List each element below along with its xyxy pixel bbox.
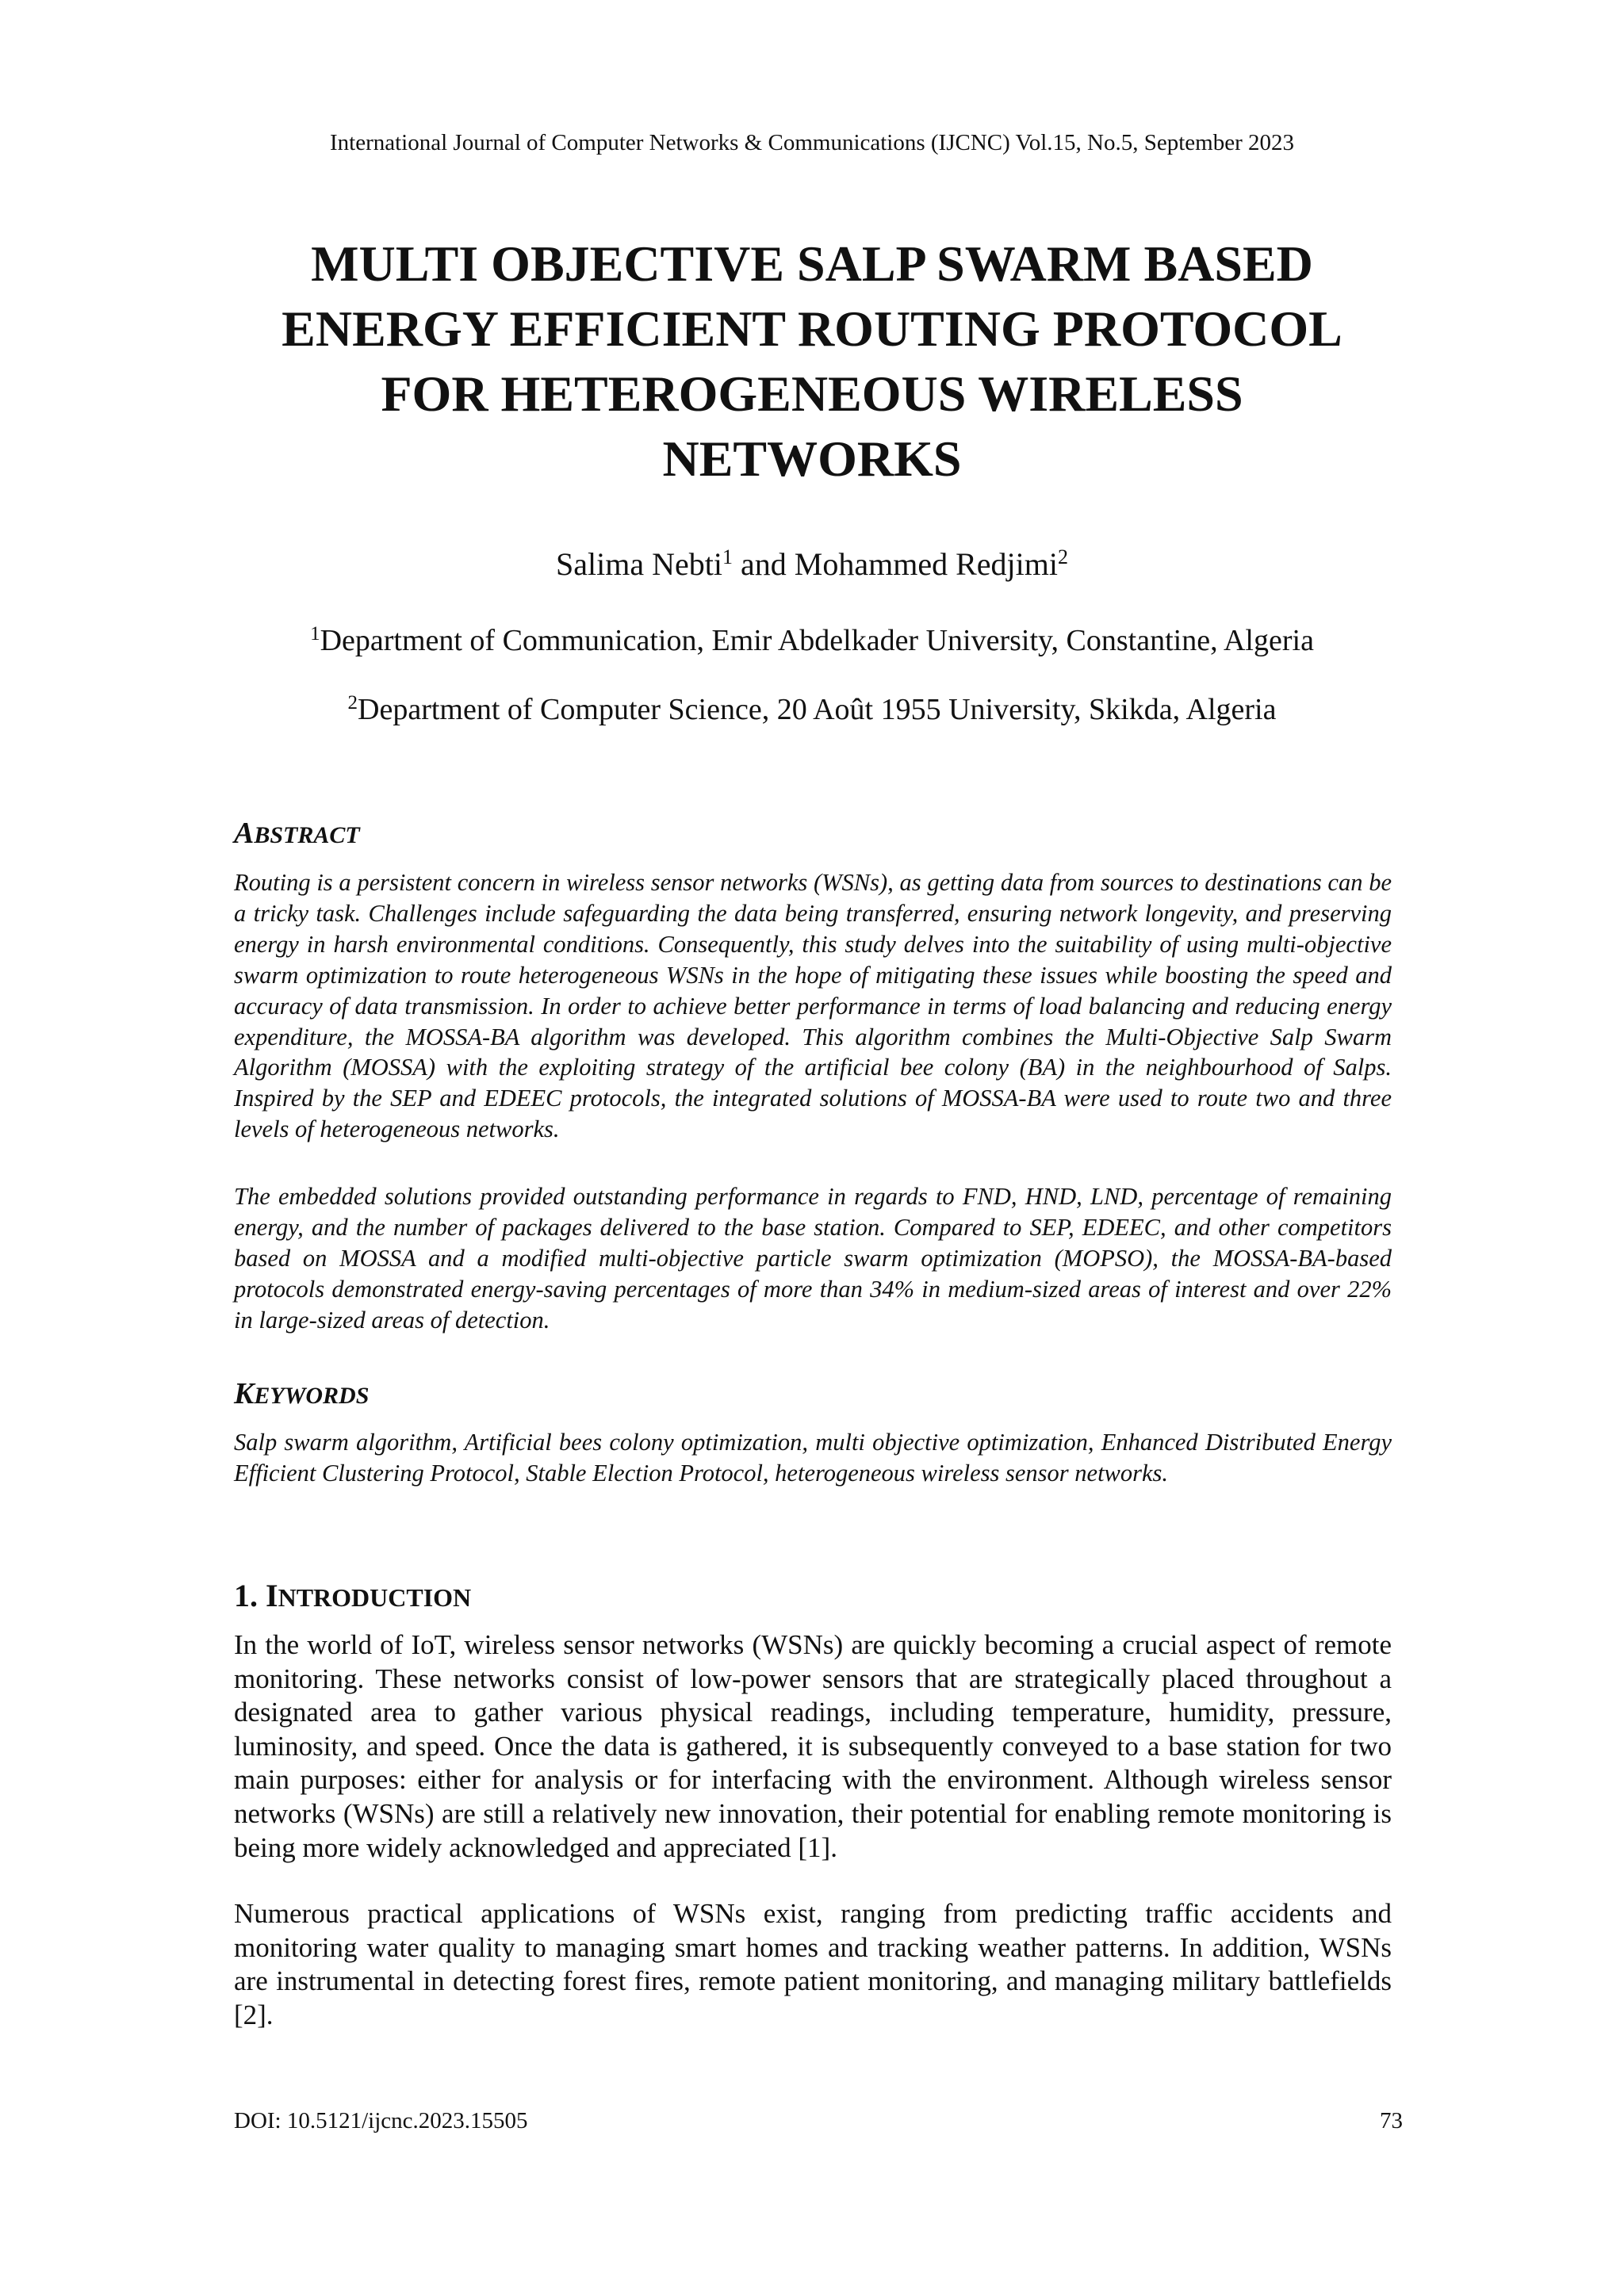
affiliation-mark: 2 xyxy=(347,692,358,714)
heading-initial: K xyxy=(234,1377,255,1410)
affiliation xyxy=(0,622,1624,659)
affiliation xyxy=(0,691,1624,728)
author-name: Mohammed Redjimi xyxy=(794,546,1058,582)
title-line: ENERGY EFFICIENT ROUTING PROTOCOL xyxy=(282,300,1342,357)
section-number: 1. xyxy=(234,1578,266,1613)
footer-doi: DOI: 10.5121/ijcnc.2023.15505 xyxy=(234,2108,528,2133)
keywords-heading xyxy=(234,1376,369,1414)
heading-initial: I xyxy=(266,1578,278,1613)
journal-header: International Journal of Computer Networks & Communications (IJCNC) Vol.15, No.5, September 2023 xyxy=(330,130,1294,155)
heading-rest: NTRODUCTION xyxy=(278,1583,472,1612)
page-number: 73 xyxy=(1380,2108,1403,2133)
title-line: MULTI OBJECTIVE SALP SWARM BASED xyxy=(311,235,1313,292)
affiliation-mark: 1 xyxy=(722,545,733,568)
title-line: FOR HETEROGENEOUS WIRELESS xyxy=(381,365,1243,422)
affiliation-text: Department of Communication, Emir Abdelkader University, Constantine, Algeria xyxy=(320,624,1314,657)
author-list xyxy=(0,545,1624,584)
abstract-paragraph: The embedded solutions provided outstanding performance in regards to FND, HND, LND, percentage of remaining energy, and the number of packages delivered to the base station. Compared to SEP, EDEEC, and other competitors based on MOSSA and a modified multi-objective particle swarm optimization (MOPSO), the MOSSA-BA-based protocols demonstrated energy-saving percentages of more than 34% in medium-sized areas of interest and over 22% in large-sized areas of detection. xyxy=(234,1183,1392,1334)
affiliation-mark: 1 xyxy=(310,623,320,645)
abstract-heading xyxy=(234,815,360,854)
heading-initial: A xyxy=(234,817,255,850)
keywords-text: Salp swarm algorithm, Artificial bees colony optimization, multi objective optimization, Enhanced Distributed Energy Efficient Clustering Protocol, Stable Election Protocol, heterogeneous wireless sensor networks. xyxy=(234,1429,1392,1487)
body-paragraph: Numerous practical applications of WSNs exist, ranging from predicting traffic accidents and monitoring water quality to managing smart homes and tracking weather patterns. In addition, WSNs are instrumental in detecting forest fires, remote patient monitoring, and managing military battlefields [2]. xyxy=(234,1898,1392,2030)
author-conjunction: and xyxy=(733,546,795,582)
heading-rest: EYWORDS xyxy=(254,1383,370,1409)
abstract-paragraph: Routing is a persistent concern in wireless sensor networks (WSNs), as getting data from sources to destinations can be a tricky task. Challenges include safeguarding the data being transferred, ensuring network longevity, and preserving energy in harsh environmental conditions. Consequently, this study delves into the suitability of using multi-objective swarm optimization to route heterogeneous WSNs in the hope of mitigating these issues while boosting the speed and accuracy of data transmission. In order to achieve better performance in terms of load balancing and reducing energy expenditure, the MOSSA-BA algorithm was developed. This algorithm combines the Multi-Objective Salp Swarm Algorithm (MOSSA) with the exploiting strategy of the artificial bee colony (BA) in the neighbourhood of Salps. Inspired by the SEP and EDEEC protocols, the integrated solutions of MOSSA-BA were used to route two and three levels of heterogeneous networks. xyxy=(234,869,1392,1143)
affiliation-mark: 2 xyxy=(1057,545,1068,568)
body-paragraph: In the world of IoT, wireless sensor networks (WSNs) are quickly becoming a crucial aspect of remote monitoring. These networks consist of low-power sensors that are strategically placed throughout a designated area to gather various physical readings, including temperature, humidity, pressure, luminosity, and speed. Once the data is gathered, it is subsequently conveyed to a base station for two main purposes: either for analysis or for interfacing with the environment. Although wireless sensor networks (WSNs) are still a relatively new innovation, their potential for enabling remote monitoring is being more widely acknowledged and appreciated [1]. xyxy=(234,1629,1392,1863)
author-name: Salima Nebti xyxy=(556,546,722,582)
introduction-heading xyxy=(234,1578,471,1616)
heading-rest: BSTRACT xyxy=(254,822,360,848)
affiliation-text: Department of Computer Science, 20 Août 1955 University, Skikda, Algeria xyxy=(358,693,1277,726)
paper-title xyxy=(198,232,1426,492)
title-line: NETWORKS xyxy=(662,430,962,487)
